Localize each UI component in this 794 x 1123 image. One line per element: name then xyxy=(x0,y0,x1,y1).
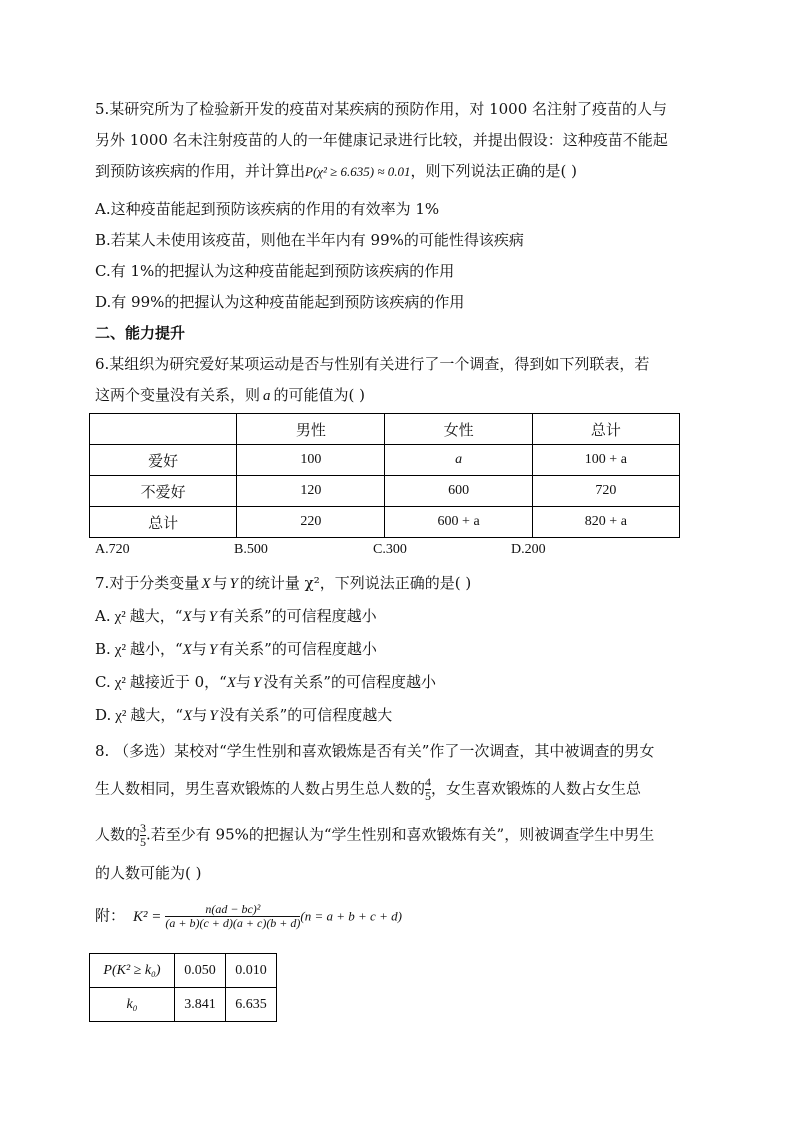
q5-line-3 xyxy=(95,160,577,181)
table-row xyxy=(90,507,680,538)
q6-line-2 xyxy=(95,384,365,405)
q7-var-x: X xyxy=(201,576,211,592)
option-label: B. xyxy=(95,640,111,658)
option-text: 越大，“ xyxy=(130,706,184,724)
q6-line-1: 6.某组织为研究爱好某项运动是否与性别有关进行了一个调查，得到如下列联表，若 xyxy=(95,355,650,373)
table-cell: 总计 xyxy=(90,507,237,538)
chi-square-symbol: χ² xyxy=(114,675,126,691)
q6-line-2-pre: 这两个变量没有关系，则 xyxy=(95,386,261,404)
var-x: X xyxy=(226,675,237,691)
formula-numerator: n(ad − bc)² xyxy=(205,902,261,916)
q6-variable-a: a xyxy=(263,388,271,404)
table-cell: P(K² ≥ k₀) xyxy=(90,954,175,988)
table-cell: 不爱好 xyxy=(90,476,237,507)
option-text: 没有关系”的可信程度越大 xyxy=(219,706,393,724)
q8-line-4: 的人数可能为( ) xyxy=(95,864,202,882)
option-text: 与 xyxy=(192,706,208,724)
option-text: 与 xyxy=(191,640,207,658)
var-x: X xyxy=(182,642,192,658)
option-text: 越接近于 0，“ xyxy=(129,673,227,691)
q7-option-b xyxy=(95,638,377,659)
fraction-numerator: 3 xyxy=(140,821,147,835)
option-text: 与 xyxy=(191,607,207,625)
fraction-numerator: 4 xyxy=(425,775,432,789)
chi-square-symbol: χ² xyxy=(114,642,126,658)
q8-line-1: 8. （多选）某校对“学生性别和喜欢锻炼是否有关”作了一次调查，其中被调查的男女 xyxy=(95,742,655,760)
q7-stem-mid: 与 xyxy=(212,574,228,592)
table-cell: 820 + a xyxy=(532,507,679,538)
chi-square-symbol: χ² xyxy=(114,609,126,625)
var-y: Y xyxy=(208,609,217,625)
table-cell: 0.010 xyxy=(226,954,277,988)
table-row xyxy=(90,954,277,988)
q6-option-b: B.500 xyxy=(234,542,268,557)
table-cell: 3.841 xyxy=(175,988,226,1022)
q5-line-3-post: ，则下列说法正确的是( ) xyxy=(410,162,577,180)
section-title: 二、能力提升 xyxy=(95,324,186,342)
q6-option-a: A.720 xyxy=(95,542,130,557)
table-cell xyxy=(90,414,237,445)
table-cell: 100 + a xyxy=(532,445,679,476)
var-x: X xyxy=(183,708,193,724)
q8-line-3-post: .若至少有 95%的把握认为“学生性别和喜欢锻炼有关”，则被调查学生中男生 xyxy=(146,825,655,844)
table-cell: 120 xyxy=(237,476,385,507)
table-cell: 6.635 xyxy=(226,988,277,1022)
var-y: Y xyxy=(253,675,262,691)
table-cell: 600 + a xyxy=(385,507,532,538)
q8-line-3 xyxy=(95,822,654,849)
table-cell: a xyxy=(385,445,532,476)
option-text: 与 xyxy=(236,673,252,691)
table-cell: k₀ xyxy=(90,988,175,1022)
table-header-male: 男性 xyxy=(237,414,385,445)
q8-line-2-post: ，女生喜欢锻炼的人数占女生总 xyxy=(431,779,642,798)
formula-lhs: K² = xyxy=(133,908,162,925)
table-cell: 0.050 xyxy=(175,954,226,988)
option-text: 有关系”的可信程度越小 xyxy=(218,607,377,625)
table-cell: 爱好 xyxy=(90,445,237,476)
option-text: 越小，“ xyxy=(129,640,183,658)
table-row xyxy=(90,988,277,1022)
q7-stem xyxy=(95,572,471,593)
table-cell: 100 xyxy=(237,445,385,476)
option-text: 没有关系”的可信程度越小 xyxy=(263,673,437,691)
q6-line-2-post: 的可能值为( ) xyxy=(273,386,365,404)
q5-line-3-pre: 到预防该疾病的作用，并计算出 xyxy=(95,162,306,180)
q5-option-d: D.有 99%的把握认为这种疫苗能起到预防该疾病的作用 xyxy=(95,293,465,311)
option-label: D. xyxy=(95,706,112,724)
option-text: 越大，“ xyxy=(129,607,183,625)
table-cell: 220 xyxy=(237,507,385,538)
q8-appendix xyxy=(95,903,402,930)
option-label: A. xyxy=(95,607,111,625)
option-text: 有关系”的可信程度越小 xyxy=(219,640,377,658)
q7-stem-pre: 7.对于分类变量 xyxy=(95,574,200,592)
q5-option-b: B.若某人未使用该疫苗，则他在半年内有 99%的可能性得该疾病 xyxy=(95,231,524,249)
fraction-denominator: 5 xyxy=(425,789,432,803)
q5-line-2: 另外 1000 名未注射疫苗的人的一年健康记录进行比较，并提出假设：这种疫苗不能起 xyxy=(95,131,668,149)
q6-option-c: C.300 xyxy=(373,542,407,557)
q7-option-c xyxy=(95,671,436,692)
var-y: Y xyxy=(208,642,218,658)
formula-condition: (n = a + b + c + d) xyxy=(300,908,402,924)
table-row xyxy=(90,414,680,445)
q5-probability-formula: P(χ² ≥ 6.635) ≈ 0.01 xyxy=(305,164,411,179)
var-x: X xyxy=(182,609,192,625)
appendix-label: 附： xyxy=(95,906,126,925)
table-header-total: 总计 xyxy=(532,414,679,445)
q5-option-c: C.有 1%的把握认为这种疫苗能起到预防该疾病的作用 xyxy=(95,262,455,280)
q7-var-y: Y xyxy=(229,576,238,592)
var-y: Y xyxy=(209,708,218,724)
fraction-denominator: 5 xyxy=(140,835,147,849)
q5-line-1: 5.某研究所为了检验新开发的疫苗对某疾病的预防作用，对 1000 名注射了疫苗的人与 xyxy=(95,100,668,118)
chi-square-formula-fraction xyxy=(165,903,300,930)
q8-critical-value-table xyxy=(89,953,277,1022)
table-cell: 720 xyxy=(532,476,679,507)
q8-line-2 xyxy=(95,776,641,803)
q6-option-d: D.200 xyxy=(511,542,546,557)
table-row xyxy=(90,476,680,507)
table-header-female: 女性 xyxy=(385,414,532,445)
q8-line-3-pre: 人数的 xyxy=(95,825,141,844)
q7-option-a xyxy=(95,605,377,626)
q7-option-d xyxy=(95,704,392,725)
table-cell: 600 xyxy=(385,476,532,507)
q8-line-2-pre: 生人数相同，男生喜欢锻炼的人数占男生总人数的 xyxy=(95,779,426,798)
q6-contingency-table xyxy=(89,413,680,538)
option-label: C. xyxy=(95,673,111,691)
q7-stem-post: 的统计量 χ²，下列说法正确的是( ) xyxy=(239,574,472,592)
chi-square-symbol: χ² xyxy=(115,708,127,724)
table-row xyxy=(90,445,680,476)
formula-denominator: (a + b)(c + d)(a + c)(b + d) xyxy=(165,916,301,930)
q5-option-a: A.这种疫苗能起到预防该疾病的作用的有效率为 1% xyxy=(95,200,440,218)
